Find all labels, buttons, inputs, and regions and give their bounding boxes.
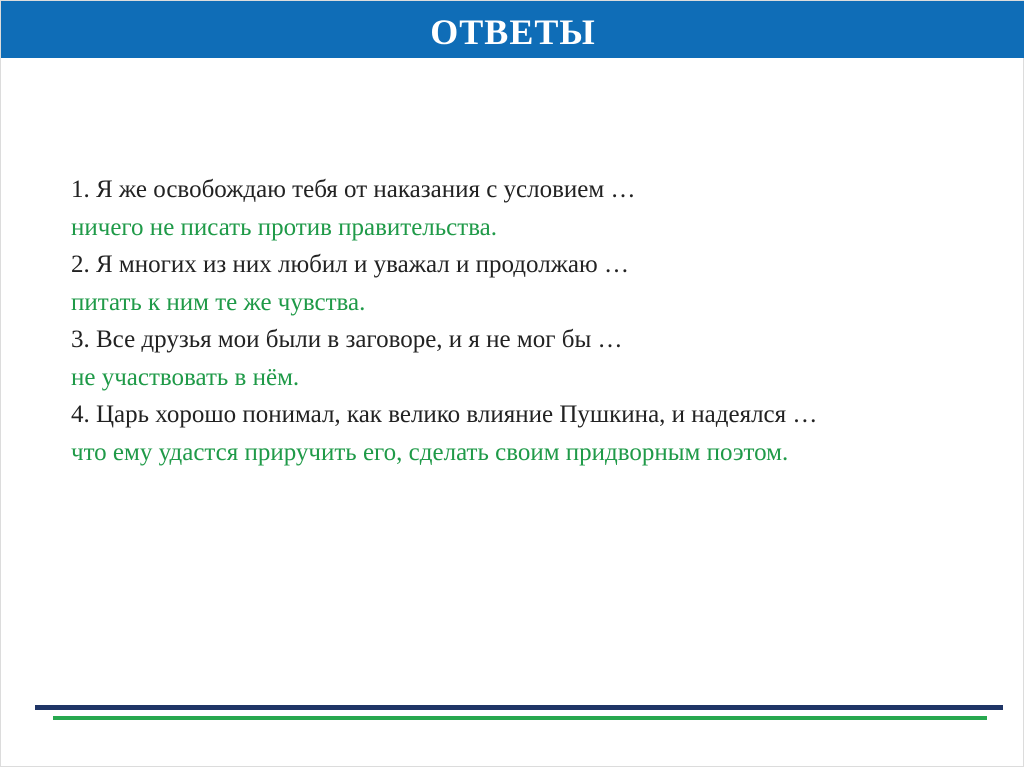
title-bar <box>1 1 1024 58</box>
footer-rule-green <box>53 716 987 720</box>
question-2: 2. Я многих из них любил и уважал и продолжаю … <box>71 251 629 278</box>
answers-list <box>71 171 909 471</box>
page-title: ОТВЕТЫ <box>430 11 596 52</box>
question-1: 1. Я же освобождаю тебя от наказания с условием … <box>71 176 636 203</box>
footer-rule-blue <box>35 705 1003 710</box>
question-3: 3. Все друзья мои были в заговоре, и я не мог бы … <box>71 326 623 353</box>
answer-3: не участвовать в нём. <box>71 363 300 391</box>
answer-4: что ему удастся приручить его, сделать своим придворным поэтом. <box>71 438 789 466</box>
answer-2: питать к ним те же чувства. <box>71 288 366 316</box>
question-4: 4. Царь хорошо понимал, как велико влияние Пушкина, и надеялся … <box>71 401 818 428</box>
answer-1: ничего не писать против правительства. <box>71 213 498 241</box>
